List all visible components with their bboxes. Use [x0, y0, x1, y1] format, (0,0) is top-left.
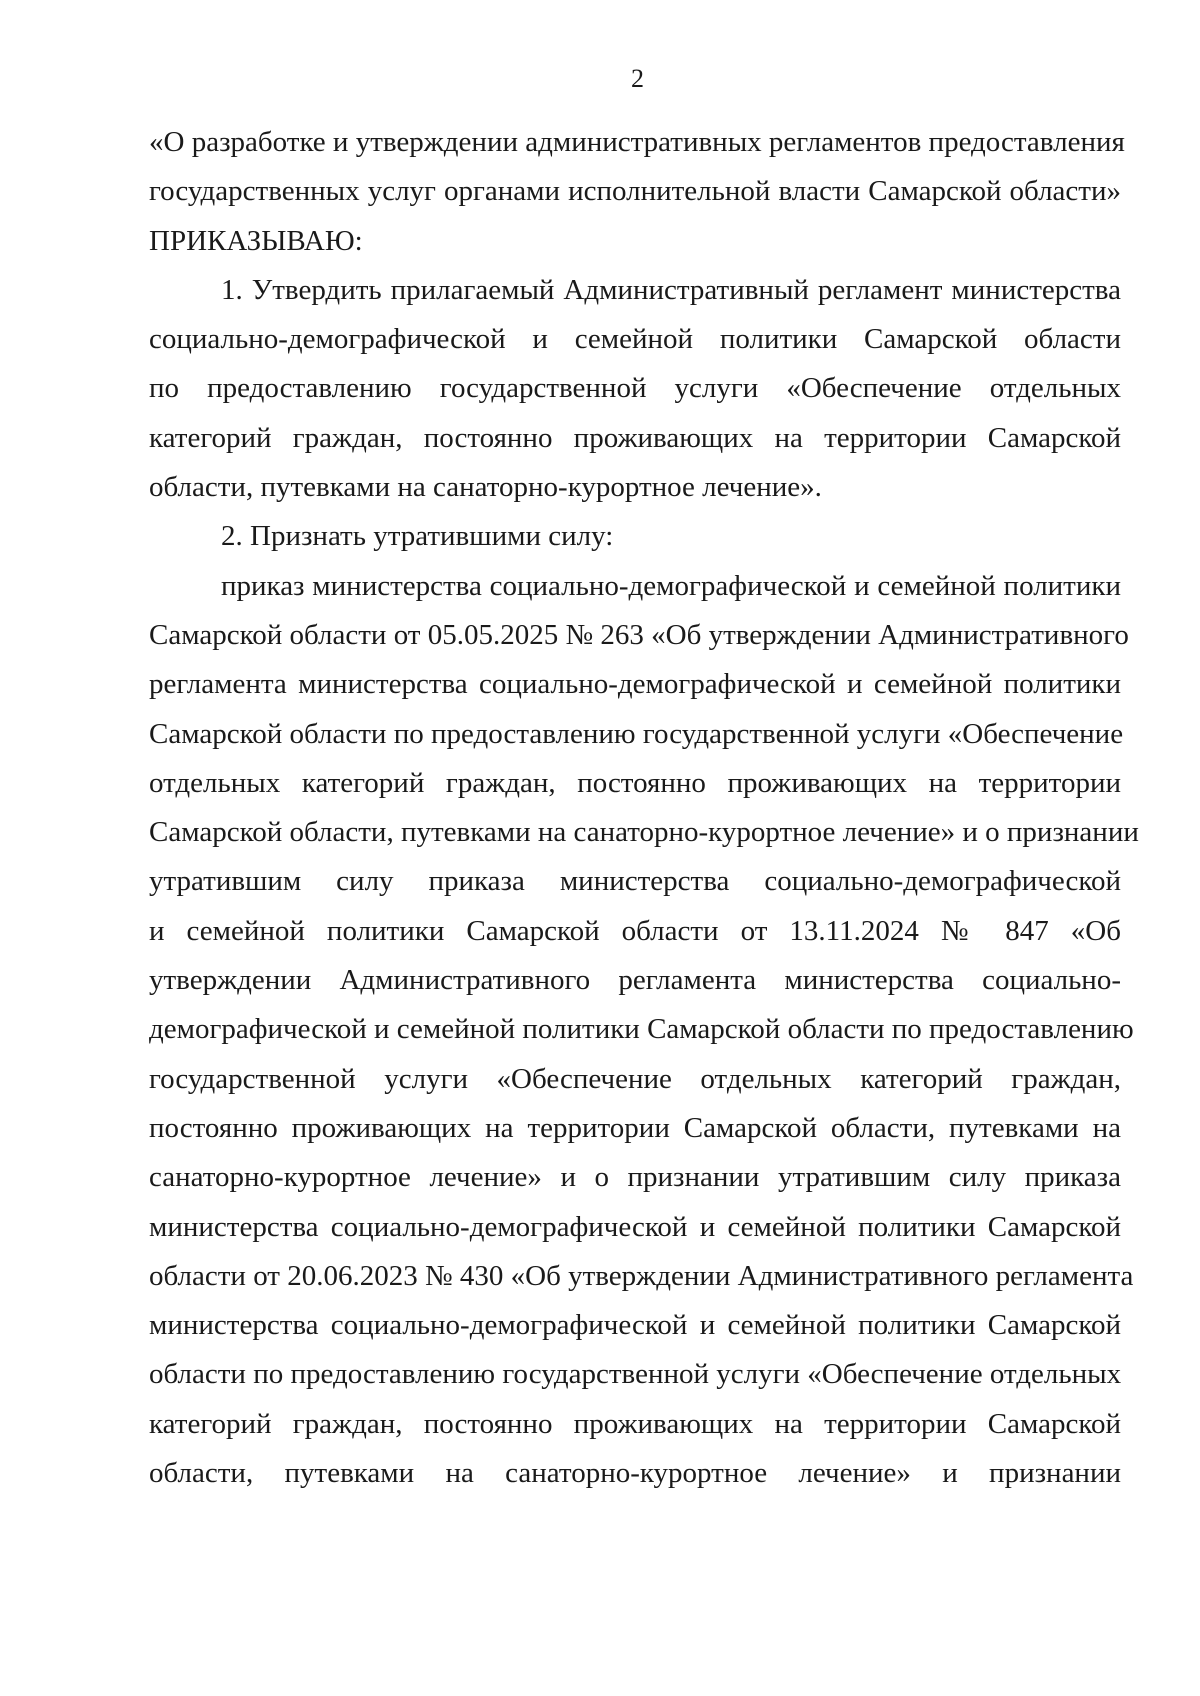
text-line: социально-демографической и семейной политики Самарской области [149, 323, 1121, 356]
text-line: 1. Утвердить прилагаемый Административный регламент министерства [221, 273, 1121, 306]
text-line: области по предоставлению государственной услуги «Обеспечение отдельных [149, 1358, 1122, 1391]
text-line: категорий граждан, постоянно проживающих на территории Самарской [149, 421, 1121, 454]
text-line: Самарской области по предоставлению государственной услуги «Обеспечение [149, 717, 1124, 750]
text-line: постоянно проживающих на территории Самарской области, путевками на [149, 1111, 1121, 1144]
text-line: Самарской области, путевками на санаторно-курортное лечение» и о признании [149, 816, 1139, 849]
text-line: категорий граждан, постоянно проживающих на территории Самарской [149, 1407, 1121, 1440]
text-line: и семейной политики Самарской области от 13.11.2024 № 847 «Об [149, 914, 1121, 947]
text-line: ПРИКАЗЫВАЮ: [149, 224, 363, 257]
text-line: регламента министерства социально-демографической и семейной политики [149, 668, 1121, 701]
text-line: Самарской области от 05.05.2025 № 263 «Об утверждении Административного [149, 618, 1129, 651]
text-line: демографической и семейной политики Самарской области по предоставлению [149, 1013, 1134, 1046]
text-line: 2. Признать утратившими силу: [221, 520, 614, 553]
text-line: утверждении Административного регламента министерства социально- [149, 964, 1121, 997]
text-line: по предоставлению государственной услуги «Обеспечение отдельных [149, 372, 1121, 405]
text-line: министерства социально-демографической и семейной политики Самарской [149, 1210, 1121, 1243]
text-line: «О разработке и утверждении административных регламентов предоставления [149, 126, 1125, 158]
text-line: области, путевками на санаторно-курортное лечение» и признании [149, 1457, 1121, 1490]
text-line: государственных услуг органами исполнительной власти Самарской области» [149, 175, 1121, 208]
text-line: отдельных категорий граждан, постоянно проживающих на территории [149, 766, 1121, 799]
text-line: государственной услуги «Обеспечение отдельных категорий граждан, [149, 1062, 1121, 1095]
page-number: 2 [631, 64, 644, 93]
document-body [149, 118, 1139, 1498]
text-line: санаторно-курортное лечение» и о признании утратившим силу приказа [149, 1161, 1121, 1194]
text-line: приказ министерства социально-демографической и семейной политики [221, 569, 1121, 602]
text-line: области от 20.06.2023 № 430 «Об утверждении Административного регламента [149, 1259, 1134, 1292]
text-line: утратившим силу приказа министерства социально-демографической [149, 865, 1121, 898]
text-line: области, путевками на санаторно-курортное лечение». [149, 471, 822, 504]
text-line: министерства социально-демографической и семейной политики Самарской [149, 1309, 1121, 1342]
